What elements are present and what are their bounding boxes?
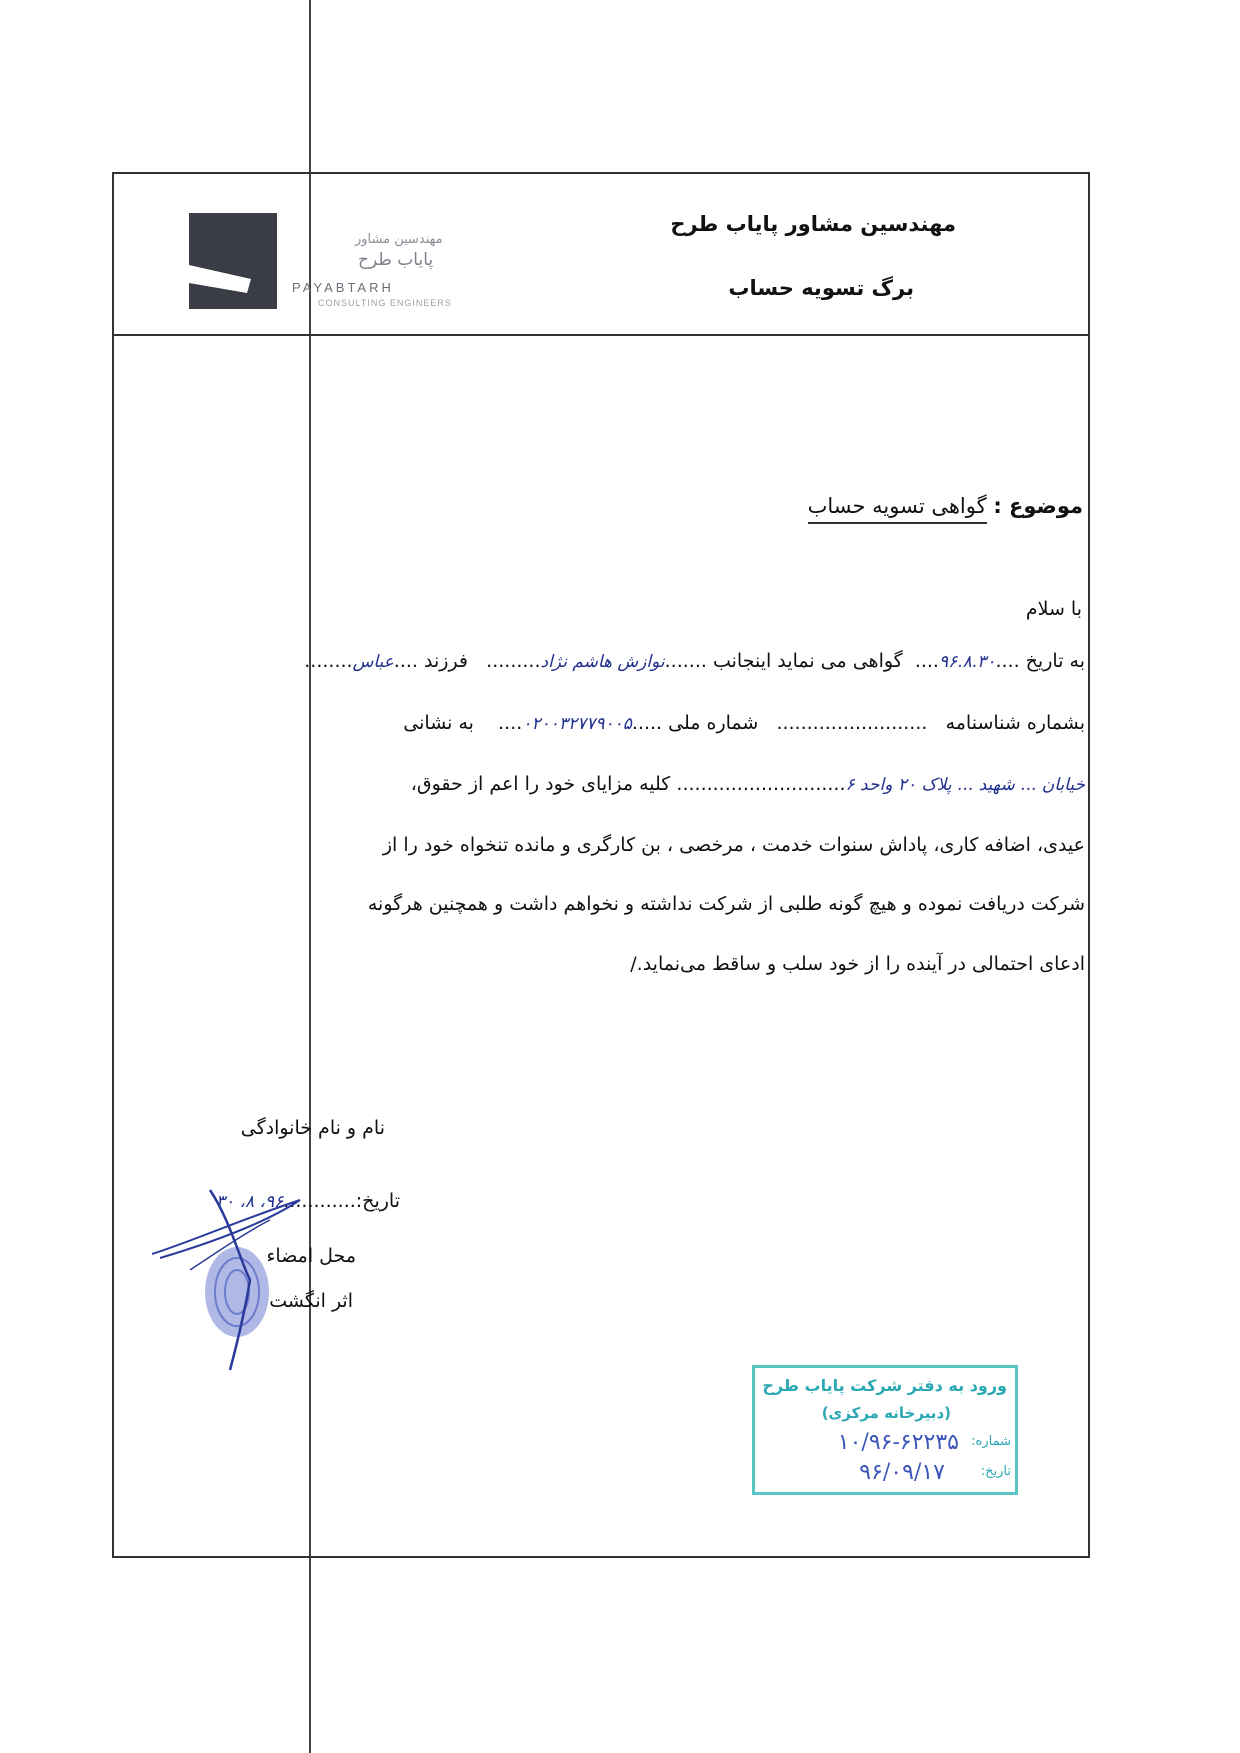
handwritten-date: ۹۶.۸.۳۰ (938, 652, 996, 672)
handwritten-father-name: عباس (352, 652, 394, 672)
benefits-text: کلیه مزایای خود را اعم از حقوق، (410, 773, 671, 795)
stamp-number-value: ۱۰/۹۶-۶۲۲۳۵ (837, 1430, 959, 1455)
signature-date-label: تاریخ: (355, 1190, 400, 1212)
stamp-number-label: شماره: (971, 1434, 1011, 1449)
signature-place-label: محل امضاء (266, 1245, 356, 1267)
subject-text: گواهی تسویه حساب (808, 494, 987, 524)
body-line-1: به تاریخ ....۹۶.۸.۳۰.... گواهی می نماید اینجانب .......نوازش هاشم نژاد......... فرزند ....عباس........ (304, 650, 1085, 672)
handwritten-national-id: ۰۲۰۰۳۲۷۷۹۰۰۵ (522, 714, 632, 734)
company-name: مهندسین مشاور پایاب طرح (670, 212, 956, 236)
handwritten-signature-date: ۹۶، ۸، ۳۰ (215, 1192, 284, 1212)
national-id-label: شماره ملی (668, 712, 759, 734)
stamp-subtitle: (دبیرخانه مرکزی) (821, 1404, 951, 1422)
handwritten-address: خیابان ... شهید ... پلاک ۲۰ واحد ۶ (845, 775, 1085, 795)
body-line-5: شرکت دریافت نموده و هیچ گونه طلبی از شرکت نداشته و نخواهم داشت و همچنین هرگونه (367, 893, 1085, 915)
form-title: برگ تسویه حساب (728, 276, 914, 300)
id-number-label: بشماره شناسنامه (945, 712, 1085, 734)
greeting: با سلام (1025, 598, 1082, 620)
logo-english-line1: PAYABTARH (292, 280, 394, 295)
logo-persian-line2: پایاب طرح (358, 250, 434, 270)
signature-date-row: تاریخ:............۹۶، ۸، ۳۰ (215, 1190, 400, 1212)
stamp-date-label: تاریخ: (980, 1464, 1011, 1479)
body-line-3: خیابان ... شهید ... پلاک ۲۰ واحد ۶............................ کلیه مزایای خود را اعم از حقوق، (410, 773, 1085, 795)
subject-label: موضوع : (993, 494, 1083, 518)
subject-line (808, 494, 1083, 518)
signature-and-fingerprint-mark (150, 1180, 380, 1380)
body-line-6: ادعای احتمالی در آینده را از خود سلب و ساقط می‌نماید./ (630, 953, 1085, 975)
child-of-label: فرزند (424, 650, 469, 672)
body-line-4: عیدی، اضافه کاری، پاداش سنوات خدمت ، مرخصی ، بن کارگری و مانده تنخواه خود را از (382, 834, 1085, 856)
name-label: نام و نام خانوادگی (240, 1117, 385, 1139)
company-logo-mark (189, 213, 277, 309)
header-divider (112, 334, 1090, 336)
stamp-title: ورود به دفتر شرکت پایاب طرح (762, 1376, 1007, 1395)
fingerprint-label: اثر انگشت (269, 1290, 353, 1312)
address-label: به نشانی (403, 712, 474, 734)
certifies-text: گواهی می نماید اینجانب (712, 650, 903, 672)
date-intro: به تاریخ (1025, 650, 1085, 672)
logo-english-line2: CONSULTING ENGINEERS (318, 298, 452, 308)
logo-persian-line1: مهندسین مشاور (355, 232, 443, 247)
stamp-date-value: ۹۶/۰۹/۱۷ (859, 1460, 945, 1485)
registration-stamp (752, 1365, 1018, 1495)
handwritten-name: نوازش هاشم نژاد (540, 652, 665, 672)
body-line-2: بشماره شناسنامه ......................... شماره ملی .....۰۲۰۰۳۲۷۷۹۰۰۵.... به نشانی (403, 712, 1085, 734)
